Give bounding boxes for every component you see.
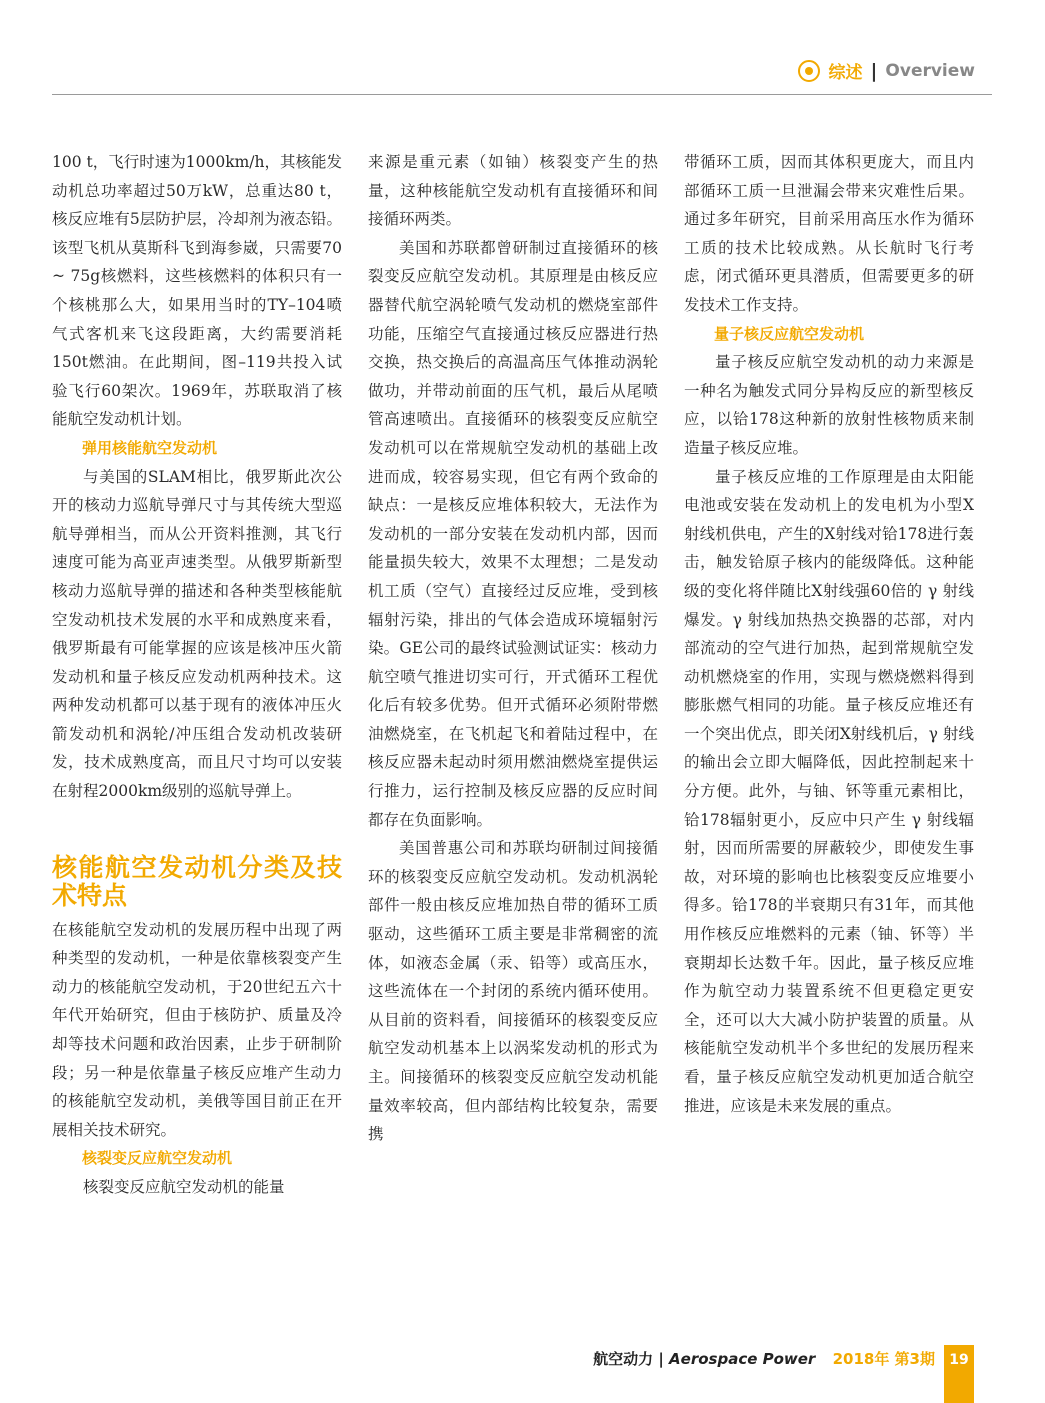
header-section-label bbox=[798, 58, 975, 83]
paragraph: 与美国的SLAM相比，俄罗斯此次公开的核动力巡航导弹尺寸与其传统大型巡航导弹相当，而从公开资料推测，其飞行速度可能为高亚声速类型。从俄罗斯新型核动力巡航导弹的描述和各种类型核能航空发动机技术发展的水平和成熟度来看，俄罗斯最有可能掌握的应该是核冲压火箭发动机和量子核反应发动机两种技术。这两种发动机都可以基于现有的液体冲压火箭发动机和涡轮/冲压组合发动机改装研发，技术成熟度高，而且尺寸均可以安装在射程2000km级别的巡航导弹上。 bbox=[52, 467, 342, 801]
paragraph: 来源是重元素（如铀）核裂变产生的热量，这种核能航空发动机有直接循环和间接循环两类。 bbox=[368, 153, 658, 229]
paragraph: 核裂变反应航空发动机的能量 bbox=[83, 1178, 285, 1196]
journal-name-en: Aerospace Power bbox=[669, 1350, 816, 1368]
subheading: 弹用核能航空发动机 bbox=[82, 438, 218, 457]
paragraph: 量子核反应堆的工作原理是由太阳能电池或安装在发动机上的发电机为小型X射线机供电，产生的X射线对铪178进行轰击，触发铪原子核内的能级降低。这种能级的变化将伴随比X射线强60倍的 γ 射线爆发。γ 射线加热热交换器的芯部，对内部流动的空气进行加热，起到常规航空发动机燃烧室的作用，实现与燃烧燃料得到膨胀燃气相同的功能。量子核反应堆还有一个突出优点，即关闭X射线机后，γ 射线的输出会立即大幅降低，因此控制起来十分方便。此外，与铀、钚等重元素相比，铪178辐射更小，反应中只产生 γ 射线辐射，因而所需要的屏蔽较少，即使发生事故，对环境的影响也比核裂变反应堆要小得多。铪178的半衰期只有31年，而其他用作核反应堆燃料的元素（铀、钚等）半衰期却长达数千年。因此，量子核反应堆作为航空动力装置系统不但更稳定更安全，还可以大大减小防护装置的质量。从核能航空发动机半个多世纪的发展历程来看，量子核反应航空发动机更加适合航空推进，应该是未来发展的重点。 bbox=[684, 467, 974, 1115]
section-title: 核能航空发动机分类及技术特点 bbox=[52, 852, 342, 910]
footer-separator: | bbox=[658, 1350, 664, 1368]
paragraph: 在核能航空发动机的发展历程中出现了两种类型的发动机，一种是依靠核裂变产生动力的核能航空发动机，于20世纪五六十年代开始研究，但由于核防护、质量及冷却等技术问题和政治因素，止步于研制阶段；另一种是依靠量子核反应堆产生动力的核能航空发动机，美俄等国目前正在开展相关技术研究。 bbox=[52, 920, 342, 1139]
section-name: 综述 bbox=[828, 63, 863, 83]
text-column-3 bbox=[684, 148, 974, 1120]
text-column-1 bbox=[52, 148, 342, 1202]
paragraph: 带循环工质，因而其体积更庞大，而且内部循环工质一旦泄漏会带来灾难性后果。通过多年研究，目前采用高压水作为循环工质的技术比较成熟。从长航时飞行考虑，闭式循环更具潜质，但需要更多的研发技术工作支持。 bbox=[684, 153, 974, 314]
page-number: 19 bbox=[944, 1345, 974, 1403]
journal-info bbox=[593, 1348, 935, 1369]
journal-logo-icon bbox=[798, 60, 820, 82]
page-header bbox=[0, 0, 1045, 100]
subheading: 量子核反应航空发动机 bbox=[714, 324, 865, 343]
paragraph: 量子核反应航空发动机的动力来源是一种名为触发式同分异构反应的新型核反应，以铪178这种新的放射性核物质来制造量子核反应堆。 bbox=[684, 353, 974, 457]
issue-number: 2018年 第3期 bbox=[832, 1350, 935, 1368]
header-separator: | bbox=[870, 59, 878, 82]
paragraph: 美国和苏联都曾研制过直接循环的核裂变反应航空发动机。其原理是由核反应器替代航空涡轮喷气发动机的燃烧室部件功能，压缩空气直接通过核反应器进行热交换，热交换后的高温高压气体推动涡轮做功，并带动前面的压气机，最后从尾喷管高速喷出。直接循环的核裂变反应航空发动机可以在常规航空发动机的基础上改进而成，较容易实现，但它有两个致命的缺点：一是核反应堆体积较大，无法作为发动机的一部分安装在发动机内部，因而能量损失较大，效果不太理想；二是发动机工质（空气）直接经过反应堆，受到核辐射污染，排出的气体会造成环境辐射污染。GE公司的最终试验测试证实：核动力航空喷气推进切实可行，开式循环工程优化后有较多优势。但开式循环必须附带燃油燃烧室，在飞机起飞和着陆过程中，在核反应器未起动时须用燃油燃烧室提供运行推力，运行控制及核反应器的反应时间都存在负面影响。 bbox=[368, 238, 658, 829]
subheading: 核裂变反应航空发动机 bbox=[82, 1149, 233, 1168]
paragraph: 100 t，飞行时速为1000km/h，其核能发动机总功率超过50万kW，总重达80 t，核反应堆有5层防护层，冷却剂为液态铅。该型飞机从莫斯科飞到海参崴，只需要70 ~ 75g核燃料，这些核燃料的体积只有一个核桃那么大，如果用当时的TY–104喷气式客机来飞这段距离，大约需要消耗150t燃油。在此期间，图–119共投入试验飞行60架次。1969年，苏联取消了核能航空发动机计划。 bbox=[52, 153, 342, 429]
section-name-en: Overview bbox=[885, 60, 975, 81]
journal-name: 航空动力 bbox=[593, 1350, 654, 1368]
paragraph: 美国普惠公司和苏联均研制过间接循环的核裂变反应航空发动机。发动机涡轮部件一般由核反应堆加热自带的循环工质驱动，这些循环工质主要是非常稠密的流体，如液态金属（汞、铅等）或高压水，这些流体在一个封闭的系统内循环使用。从目前的资料看，间接循环的核裂变反应航空发动机基本上以涡桨发动机的形式为主。间接循环的核裂变反应航空发动机能量效率较高，但内部结构比较复杂，需要携 bbox=[368, 839, 658, 1144]
text-column-2 bbox=[368, 148, 658, 1149]
page-footer bbox=[0, 1348, 1045, 1403]
header-divider bbox=[52, 94, 992, 95]
